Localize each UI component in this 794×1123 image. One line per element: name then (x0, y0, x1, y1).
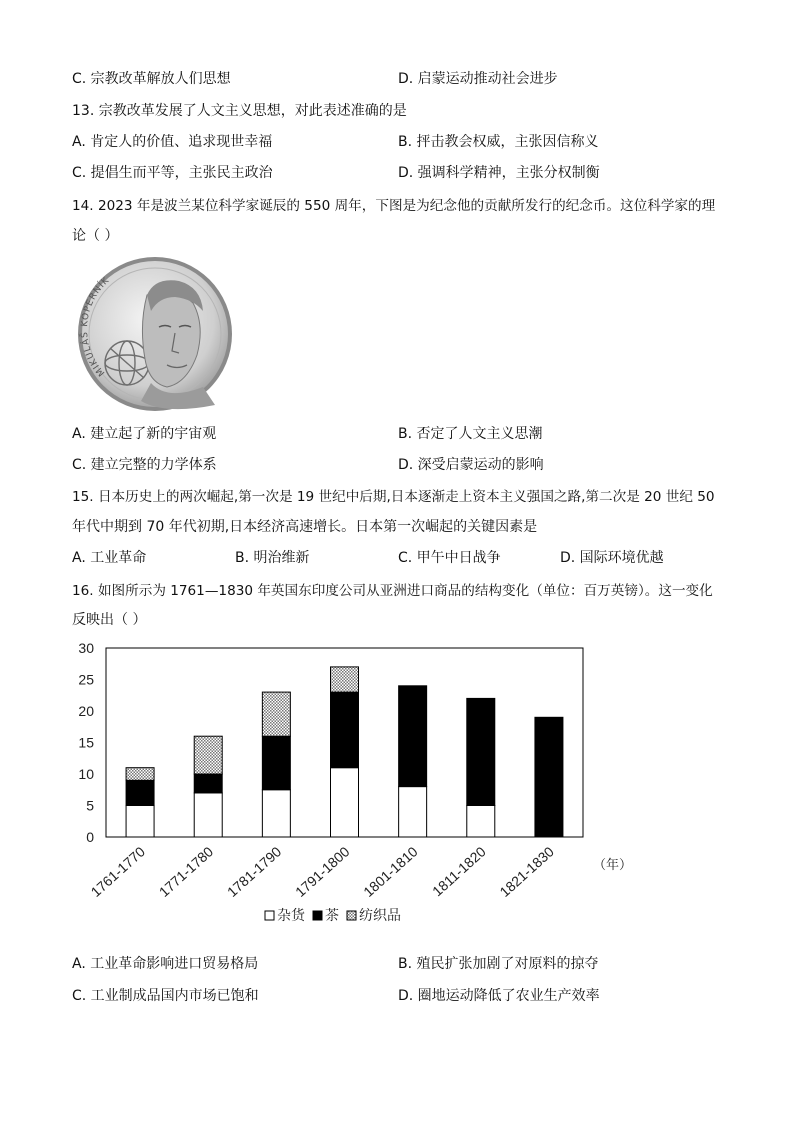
bar-segment (262, 790, 290, 837)
legend-swatch (313, 911, 322, 920)
bar-segment (331, 667, 359, 692)
bar-segment (194, 736, 222, 774)
bar-segment (535, 717, 563, 837)
x-tick-label: 1771-1780 (155, 843, 217, 901)
legend-swatch (347, 911, 356, 920)
y-tick-label: 0 (86, 829, 94, 845)
q15-stem-line2: 年代中期到 70 年代初期,日本经济高速增长。日本第一次崛起的关键因素是 (72, 519, 538, 535)
q13-option-a: A. 肯定人的价值、追求现世幸福 (72, 134, 273, 150)
bar-segment (194, 774, 222, 793)
x-tick-label: 1781-1790 (223, 843, 285, 901)
copernicus-coin-image (75, 255, 235, 413)
y-tick-label: 20 (78, 703, 94, 719)
bar-segment (467, 806, 495, 838)
legend-label: 纺织品 (359, 908, 401, 924)
bar-segment (126, 806, 154, 838)
y-tick-label: 5 (86, 797, 94, 814)
bar-segment (331, 692, 359, 768)
x-axis-unit: （年） (593, 858, 633, 873)
x-tick-label: 1761-1770 (87, 843, 149, 901)
legend-label: 茶 (325, 908, 339, 924)
x-tick-label: 1821-1830 (496, 843, 557, 901)
bar-segment (262, 736, 290, 790)
q13-option-d: D. 强调科学精神，主张分权制衡 (398, 165, 600, 181)
q13-option-c: C. 提倡生而平等，主张民主政治 (72, 165, 273, 181)
q16-option-d: D. 圈地运动降低了农业生产效率 (398, 988, 600, 1004)
q12-option-c: C. 宗教改革解放人们思想 (72, 71, 231, 87)
q16-option-c: C. 工业制成品国内市场已饱和 (72, 988, 259, 1004)
x-tick-label: 1801-1810 (360, 843, 421, 901)
y-tick-label: 30 (78, 640, 94, 656)
q13-option-b: B. 抨击教会权威，主张因信称义 (398, 134, 599, 150)
q15-stem-line1: 15. 日本历史上的两次崛起,第一次是 19 世纪中后期,日本逐渐走上资本主义强国之路,第二次是 20 世纪 50 (72, 489, 715, 505)
q15-option-a: A. 工业革命 (72, 550, 147, 566)
q15-option-b: B. 明治维新 (235, 550, 310, 566)
q14-stem-line1: 14. 2023 年是波兰某位科学家诞辰的 550 周年，下图是为纪念他的贡献所发行的纪念币。这位科学家的理 (72, 198, 716, 214)
x-tick-label: 1791-1800 (292, 843, 353, 901)
x-tick-label: 1811-1820 (429, 843, 489, 900)
q15-option-d: D. 国际环境优越 (560, 550, 664, 566)
q16-option-b: B. 殖民扩张加剧了对原料的掠夺 (398, 956, 599, 972)
q16-stem-line1: 16. 如图所示为 1761—1830 年英国东印度公司从亚洲进口商品的结构变化（单位：百万英镑）。这一变化 (72, 583, 713, 599)
bar-segment (467, 698, 495, 805)
coin-legend-name: MIKULÁŠ KOPERNÍK (80, 275, 112, 378)
q13-stem: 13. 宗教改革发展了人文主义思想，对此表述准确的是 (72, 103, 407, 119)
legend-label: 杂货 (277, 908, 305, 924)
q14-option-d: D. 深受启蒙运动的影响 (398, 457, 544, 473)
bar-segment (194, 793, 222, 837)
q14-option-c: C. 建立完整的力学体系 (72, 457, 217, 473)
legend-swatch (265, 911, 274, 920)
q12-option-d: D. 启蒙运动推动社会进步 (398, 71, 558, 87)
q14-option-b: B. 否定了人文主义思潮 (398, 426, 543, 442)
bar-segment (262, 692, 290, 736)
q16-stem-line2: 反映出（ ） (72, 612, 147, 628)
bar-segment (331, 768, 359, 837)
y-tick-label: 25 (78, 671, 94, 688)
y-tick-label: 10 (78, 766, 94, 782)
y-tick-label: 15 (78, 734, 94, 751)
q14-option-a: A. 建立起了新的宇宙观 (72, 426, 217, 442)
bar-segment (126, 780, 154, 805)
bar-segment (126, 768, 154, 781)
q15-option-c: C. 甲午中日战争 (398, 550, 501, 566)
bar-segment (399, 787, 427, 837)
bar-segment (399, 686, 427, 787)
import-structure-chart (60, 638, 660, 938)
q14-stem-line2: 论（ ） (72, 228, 119, 244)
q16-option-a: A. 工业革命影响进口贸易格局 (72, 956, 259, 972)
